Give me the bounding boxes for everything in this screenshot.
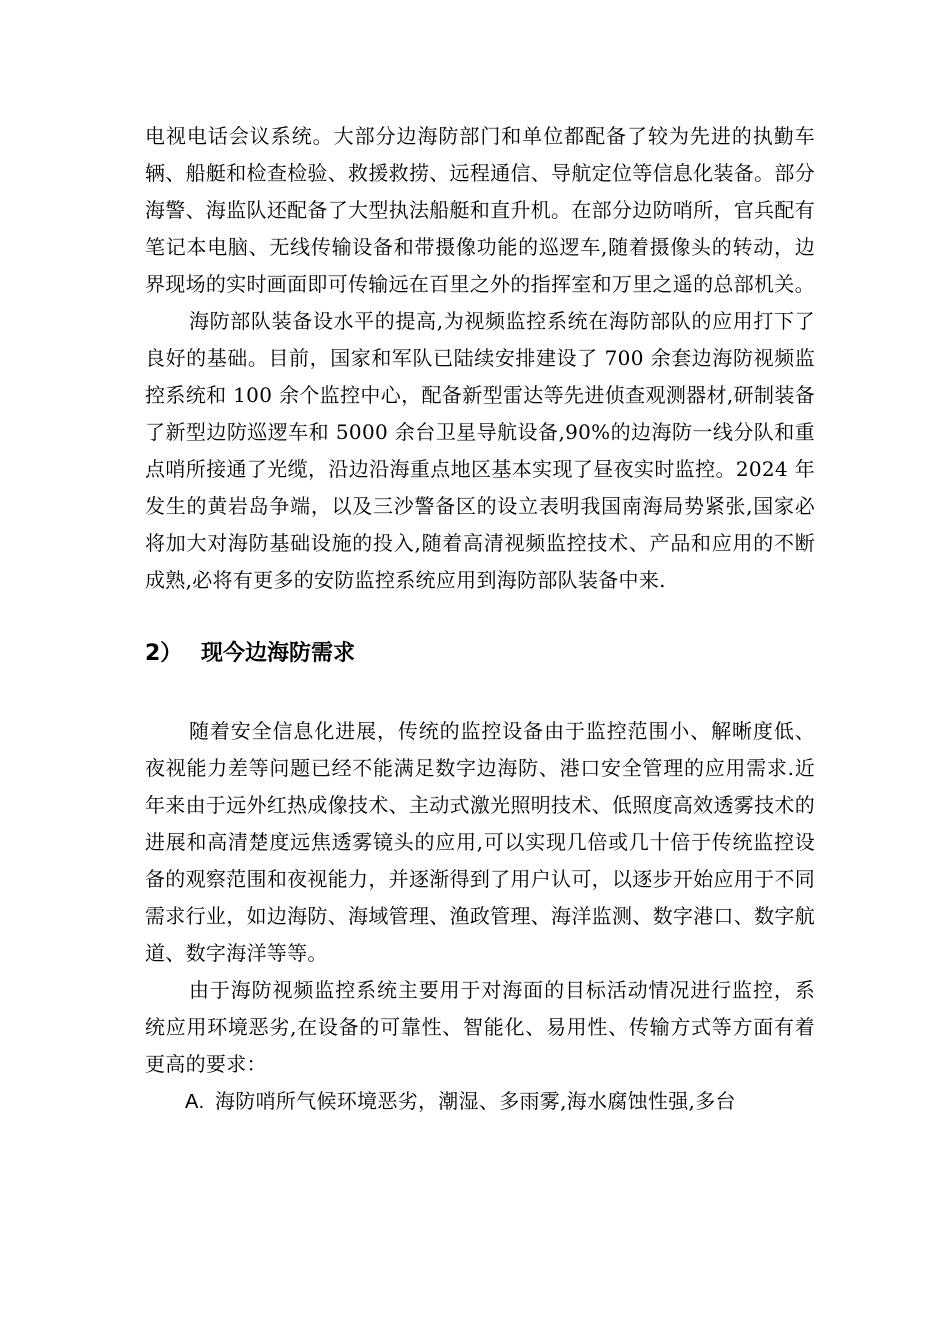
list-marker-a: A.: [185, 1091, 205, 1113]
section-heading: [145, 639, 815, 669]
paragraph-requirements-intro: 由于海防视频监控系统主要用于对海面的目标活动情况进行监控，系统应用环境恶劣,在设备的可靠性、智能化、易用性、传输方式等方面有着更高的要求：: [145, 978, 815, 1076]
list-item-a: [145, 1083, 815, 1121]
paragraph-continuation: 电视电话会议系统。大部分边海防部门和单位都配备了较为先进的执勤车辆、船艇和检查检验、救援救捞、远程通信、导航定位等信息化装备。部分海警、海监队还配备了大型执法船艇和直升机。在部分边防哨所，官兵配有笔记本电脑、无线传输设备和带摄像功能的巡逻车,随着摄像头的转动，边界现场的实时画面即可传输远在百里之外的指挥室和万里之遥的总部机关。: [145, 124, 815, 296]
paragraph-security-informatization: 随着安全信息化进展，传统的监控设备由于监控范围小、解晰度低、夜视能力差等问题已经不能满足数字边海防、港口安全管理的应用需求.近年来由于远外红热成像技术、主动式激光照明技术、低照度高效透雾技术的进展和高清楚度远焦透雾镜头的应用,可以实现几倍或几十倍于传统监控设备的观察范围和夜视能力，并逐渐得到了用户认可，以逐步开始应用于不同需求行业，如边海防、海域管理、渔政管理、海洋监测、数字港口、数字航道、数字海洋等等。: [145, 719, 815, 965]
paragraph-equipment-level: 海防部队装备设水平的提高,为视频监控系统在海防部队的应用打下了良好的基础。目前，国家和军队已陆续安排建设了 700 余套边海防视频监控系统和 100 余个监控中心，配备新型雷达等先进侦查观测器材,研制装备了新型边防巡逻车和 5000 余台卫星导航设备,90%的边海防一线分队和重点哨所接通了光缆，沿边沿海重点地区基本实现了昼夜实时监控。2024 年发生的黄岩岛争端，以及三沙警备区的设立表明我国南海局势紧张,国家必将加大对海防基础设施的投入,随着高清视频监控技术、产品和应用的不断成熟,必将有更多的安防监控系统应用到海防部队装备中来.: [145, 309, 815, 592]
section-number: 2）: [145, 641, 183, 666]
list-item-a-text: 海防哨所气候环境恶劣，潮湿、多雨雾,海水腐蚀性强,多台: [215, 1089, 736, 1113]
section-title: 现今边海防需求: [201, 641, 356, 666]
document-page: [145, 118, 815, 1121]
